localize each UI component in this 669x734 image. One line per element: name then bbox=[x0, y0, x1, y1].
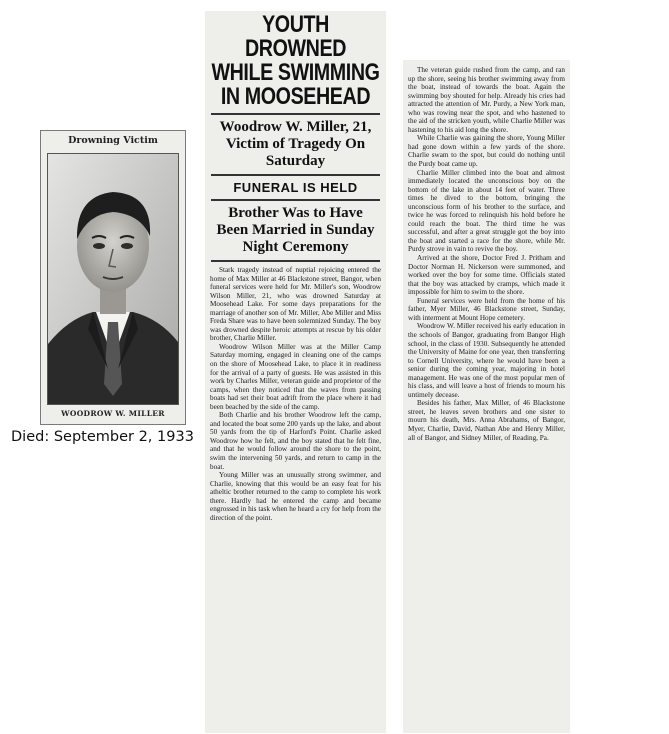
article-column-left bbox=[205, 11, 386, 733]
headline bbox=[211, 13, 379, 109]
deck-victim: Woodrow W. Miller, 21, Victim of Tragedy On Saturday bbox=[219, 119, 372, 169]
paragraph: The veteran guide rushed from the camp, and ran up the shore, seeing his brother swimming away from the boat, instead of towards the boat. Again the swimming boy shouted for help. Already his cries had attracted the attention of Mr. Purdy, a New York man, who was rowing near the spot, and who hastened to the aid of the stricken youth, while Charlie Miller was hastening to his aid long the shore. bbox=[408, 66, 565, 134]
paragraph: Charlie Miller climbed into the boat and almost immediately located the unconscious boy on the bottom of the lake in about 14 feet of water. Three times he dived to the bottom, bringing the unconscious form of his brother to the surface, and twice he was forced to relinquish his hold before he could reach the boat. The third time he was successful, and after a great struggle got the boy into the boat and started a race for the shore, while Mr. Purdy strove in vain to revive the boy. bbox=[408, 168, 565, 254]
paragraph: Besides his father, Max Miller, of 46 Blackstone street, he leaves seven brothers and one sister to mourn his death, Mrs. Anna Abrahams, of Bangor, Myer, Charlie, David, Nathan Abe and Henry Miller, all of Bangor, and Sidney Miller, of Reading, Pa. bbox=[408, 399, 565, 442]
paragraph: Arrived at the shore, Doctor Fred J. Pritham and Doctor Norman H. Nickerson were summoned, and worked over the boy for some time. Officials stated that the boy was attacked by cramps, which made it impossible for him to swim to the shore. bbox=[408, 254, 565, 297]
paragraph: Woodrow W. Miller received his early education in the schools of Bangor, graduating from Bangor High school, in the class of 1930. Subsequently he attended the University of Maine for one year, then transferring to Cornell University, where he would have been a senior during the coming year, majoring in hotel management. He was one of the most popular men of his class, and will leave a host of friends to mourn his untimely decease. bbox=[408, 322, 565, 399]
paragraph: Stark tragedy instead of nuptial rejoicing entered the home of Max Miller at 46 Blackstone street, Bangor, when funeral services were held for Mr. Miller's son, Woodrow Wilson Miller, 21, who was drowned Saturday at Moosehead Lake. For some days preparations for the marriage of another son of Mr. Miller, Abe Miller and Miss Freda Share was to have been solemnized Sunday. The boy was drowned despite heroic attempts at rescue by his older brother, Charlie Miller. bbox=[210, 266, 381, 343]
article-body-right bbox=[403, 60, 570, 442]
headline-line-3: IN MOOSEHEAD bbox=[220, 83, 371, 110]
divider bbox=[211, 113, 380, 115]
divider bbox=[211, 260, 380, 262]
paragraph: Both Charlie and his brother Woodrow left the camp, and located the boat some 200 yards up the lake, and about 50 yards from the tip of Harford's Point. Charlie asked Woodrow how he felt, and the boy stated that he felt fine, and that he would follow around the shore to the point, swim the intervening 50 yards, and return to camp in the boat. bbox=[210, 411, 381, 471]
deck-brother: Brother Was to Have Been Married in Sunday Night Ceremony bbox=[216, 205, 375, 255]
article-body-left bbox=[205, 266, 386, 522]
deck-funeral: FUNERAL IS HELD bbox=[233, 180, 358, 195]
paragraph: While Charlie was gaining the shore, Young Miller had gone down within a few yards of the shore. Charlie swam to the spot, but could do nothing until the Purdy boat came up. bbox=[408, 134, 565, 169]
divider bbox=[211, 174, 380, 176]
death-date-caption: Died: September 2, 1933 bbox=[11, 429, 194, 445]
paragraph: Funeral services were held from the home of his father, Myer Miller, 46 Blackstone street, Sunday, with interment at Mount Hope cemetery. bbox=[408, 296, 565, 322]
photo-clipping bbox=[40, 130, 186, 425]
photo-caption-top: Drowning Victim bbox=[68, 135, 158, 146]
paragraph: Woodrow Wilson Miller was at the Miller Camp Saturday morning, engaged in cleaning one of the camps on the shore of Moosehead Lake, to place it in readiness for the arrival of a party of guests. He was assisted in this work by Charles Miller, veteran guide and proprietor of the camps, when they noticed that the waves from passing boats had set their boat adrift from the place where it had been beached by the side of the camp. bbox=[210, 342, 381, 411]
photo-caption-bottom: WOODROW W. MILLER bbox=[61, 409, 165, 418]
portrait-image bbox=[48, 154, 178, 404]
article-column-right bbox=[403, 60, 570, 733]
portrait-photo bbox=[47, 153, 179, 405]
headline-line-2: WHILE SWIMMING bbox=[211, 59, 380, 86]
divider bbox=[211, 199, 380, 201]
headline-line-1: YOUTH DROWNED bbox=[245, 11, 346, 62]
paragraph: Young Miller was an unusually strong swimmer, and Charlie, knowing that this would be an easy feat for his atheltic brother returned to the camp to complete his work there. Hardly had he entered the camp and became engrossed in his task when he heard a cry for help from the direction of the point. bbox=[210, 471, 381, 522]
